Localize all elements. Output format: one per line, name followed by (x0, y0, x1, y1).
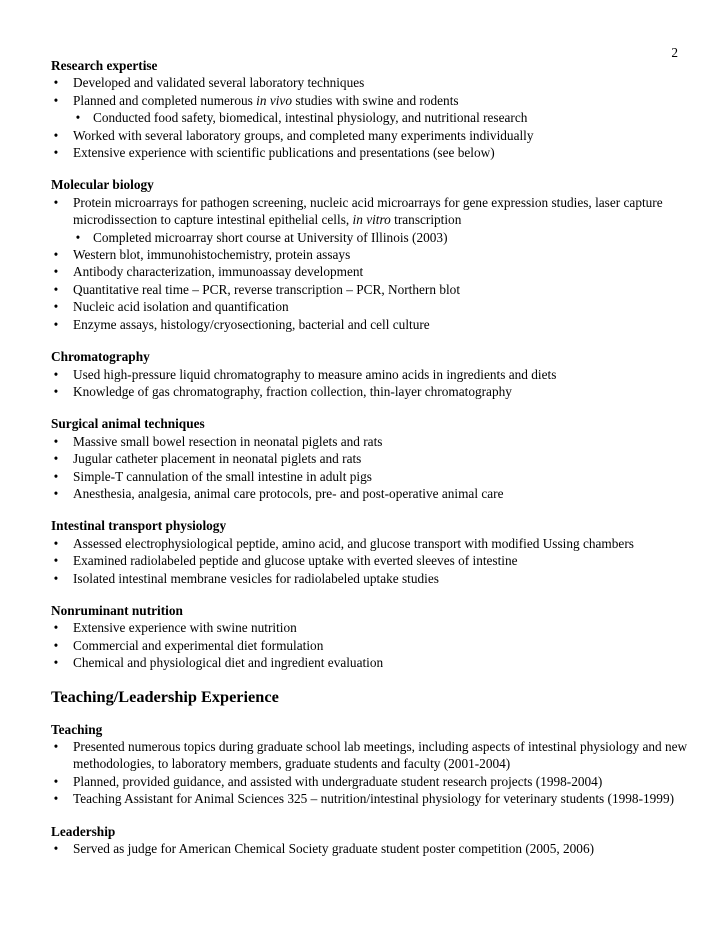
chromatography-heading: Chromatography (51, 349, 150, 365)
list-item: • Extensive experience with scientific publications and presentations (see below) (51, 144, 691, 161)
list-item: • Teaching Assistant for Animal Sciences 325 – nutrition/intestinal physiology for veterinary students (1998-1999) (51, 790, 691, 807)
bullet-icon: • (53, 791, 59, 807)
bullet-icon: • (53, 247, 59, 263)
bullet-icon: • (53, 739, 59, 754)
bullet-icon: • (53, 451, 59, 467)
leadership-section (51, 823, 691, 858)
leadership-list (51, 840, 691, 857)
list-item: • Planned and completed numerous in vivo studies with swine and rodents (51, 92, 691, 109)
list-item: • Jugular catheter placement in neonatal piglets and rats (51, 450, 691, 467)
molecular-biology-section (51, 176, 691, 333)
intestinal-transport-list (51, 535, 691, 587)
list-item: • Planned, provided guidance, and assisted with undergraduate student research projects (1998-2004) (51, 773, 691, 790)
surgical-techniques-section (51, 415, 691, 502)
bullet-icon: • (53, 773, 59, 789)
bullet-icon: • (53, 366, 59, 382)
chromatography-list (51, 366, 691, 401)
leadership-heading: Leadership (51, 823, 116, 839)
intestinal-transport-section (51, 517, 691, 587)
list-item: • Quantitative real time – PCR, reverse transcription – PCR, Northern blot (51, 281, 691, 298)
nonruminant-nutrition-list (51, 619, 691, 671)
list-item: • Simple-T cannulation of the small intestine in adult pigs (51, 468, 691, 485)
bullet-icon: • (53, 145, 59, 161)
bullet-icon: • (53, 655, 59, 671)
teaching-section (51, 721, 691, 808)
page-number: 2 (671, 45, 678, 60)
bullet-icon: • (53, 316, 59, 332)
molecular-biology-list (51, 194, 691, 333)
list-item: • Commercial and experimental diet formulation (51, 637, 691, 654)
intestinal-transport-heading: Intestinal transport physiology (51, 518, 227, 534)
nonruminant-nutrition-section (51, 602, 691, 672)
list-item: • Chemical and physiological diet and ingredient evaluation (51, 654, 691, 671)
teaching-heading: Teaching (51, 721, 103, 737)
list-item: • Protein microarrays for pathogen screening, nucleic acid microarrays for gene expression studies, laser capture microdissection to capture intestinal epithelial cells, in vitro transcription (51, 194, 691, 229)
surgical-techniques-heading: Surgical animal techniques (51, 416, 205, 432)
bullet-icon: • (75, 229, 81, 245)
bullet-icon: • (53, 127, 59, 143)
sub-list-item: • Conducted food safety, biomedical, intestinal physiology, and nutritional research (51, 109, 691, 126)
list-item: • Isolated intestinal membrane vesicles for radiolabeled uptake studies (51, 570, 691, 587)
list-item: • Served as judge for American Chemical Society graduate student poster competition (2005, 2006) (51, 840, 691, 857)
bullet-icon: • (53, 570, 59, 586)
list-item: • Developed and validated several laboratory techniques (51, 74, 691, 91)
list-item: • Used high-pressure liquid chromatography to measure amino acids in ingredients and diets (51, 366, 691, 383)
list-item: • Worked with several laboratory groups, and completed many experiments individually (51, 127, 691, 144)
list-item: • Assessed electrophysiological peptide, amino acid, and glucose transport with modified Ussing chambers (51, 535, 691, 552)
nonruminant-nutrition-heading: Nonruminant nutrition (51, 602, 183, 618)
bullet-icon: • (53, 281, 59, 297)
bullet-icon: • (53, 620, 59, 636)
list-item: • Anesthesia, analgesia, animal care protocols, pre- and post-operative animal care (51, 485, 691, 502)
bullet-icon: • (53, 75, 59, 91)
surgical-techniques-list (51, 433, 691, 503)
bullet-icon: • (53, 383, 59, 399)
resume-page (51, 57, 691, 872)
bullet-icon: • (53, 433, 59, 449)
bullet-icon: • (53, 194, 59, 210)
list-item: • Nucleic acid isolation and quantification (51, 298, 691, 315)
sub-list-item: • Completed microarray short course at University of Illinois (2003) (51, 229, 691, 246)
list-item: • Antibody characterization, immunoassay development (51, 263, 691, 280)
bullet-icon: • (53, 264, 59, 280)
teaching-list (51, 738, 691, 808)
research-expertise-list (51, 74, 691, 161)
bullet-icon: • (75, 110, 81, 126)
list-item: • Enzyme assays, histology/cryosectioning, bacterial and cell culture (51, 316, 691, 333)
bullet-icon: • (53, 553, 59, 569)
bullet-icon: • (53, 535, 59, 551)
list-item: • Western blot, immunohistochemistry, protein assays (51, 246, 691, 263)
list-item: • Extensive experience with swine nutrition (51, 619, 691, 636)
list-item: • Massive small bowel resection in neonatal piglets and rats (51, 433, 691, 450)
bullet-icon: • (53, 841, 59, 857)
bullet-icon: • (53, 299, 59, 315)
list-item: • Presented numerous topics during graduate school lab meetings, including aspects of intestinal physiology and new methodologies, to laboratory members, graduate students and faculty (2001-2004) (51, 738, 691, 773)
molecular-biology-heading: Molecular biology (51, 177, 154, 193)
list-item: • Knowledge of gas chromatography, fraction collection, thin-layer chromatography (51, 383, 691, 400)
teaching-leadership-title: Teaching/Leadership Experience (51, 686, 279, 706)
bullet-icon: • (53, 485, 59, 501)
research-expertise-heading: Research expertise (51, 58, 158, 73)
research-expertise-section (51, 57, 691, 161)
bullet-icon: • (53, 637, 59, 653)
chromatography-section (51, 348, 691, 400)
list-item: • Examined radiolabeled peptide and glucose uptake with everted sleeves of intestine (51, 552, 691, 569)
bullet-icon: • (53, 468, 59, 484)
bullet-icon: • (53, 92, 59, 108)
